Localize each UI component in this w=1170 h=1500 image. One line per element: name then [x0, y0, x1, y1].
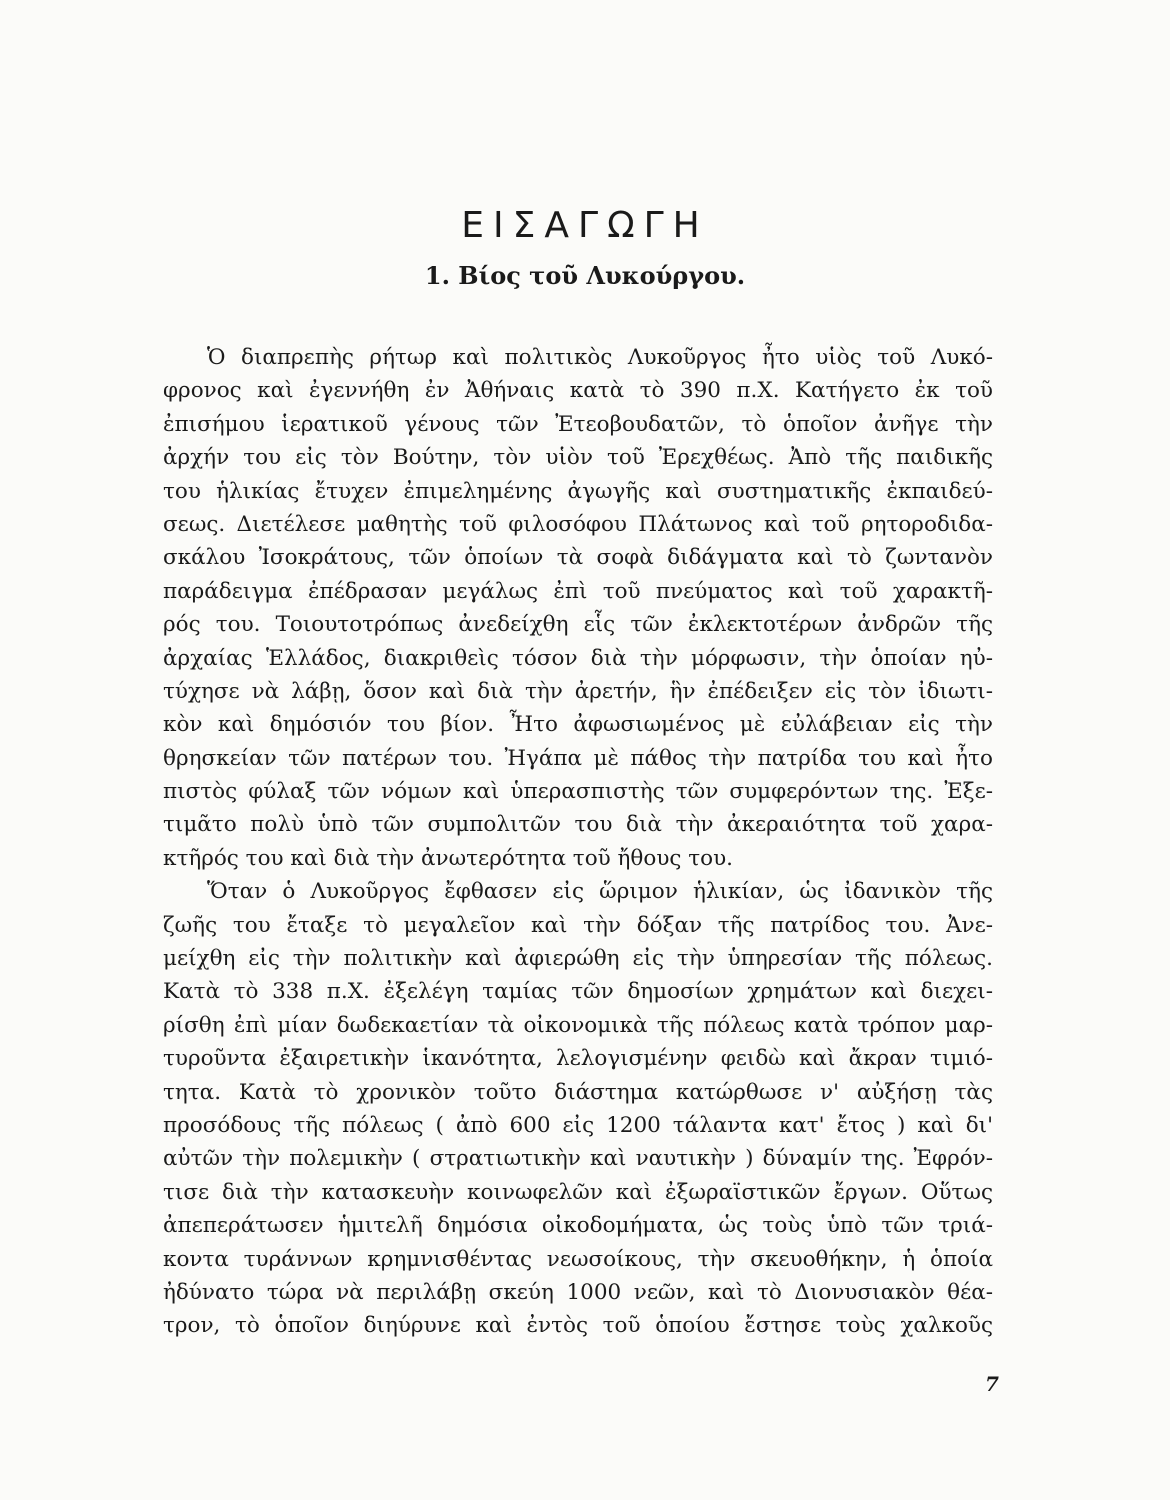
- text-line: ἠδύνατο τώρα νὰ περιλάβῃ σκεύη 1000 νεῶν, καὶ τὸ Διονυσιακὸν θέα-: [163, 1279, 993, 1305]
- text-line: προσόδους τῆς πόλεως ( ἀπὸ 600 εἰς 1200 τάλαντα κατ' ἔτος ) καὶ δι': [163, 1112, 993, 1138]
- text-line: ἀρχήν του εἰς τὸν Βούτην, τὸν υἱὸν τοῦ Ἐρεχθέως. Ἀπὸ τῆς παιδικῆς: [163, 445, 993, 471]
- page-number: 7: [985, 1372, 999, 1396]
- text-line: ἀρχαίας Ἑλλάδος, διακριθεὶς τόσον διὰ τὴν μόρφωσιν, τὴν ὁποίαν ηὐ-: [163, 645, 993, 671]
- text-line: σκάλου Ἰσοκράτους, τῶν ὁποίων τὰ σοφὰ διδάγματα καὶ τὸ ζωντανὸν: [163, 545, 993, 571]
- text-line: κὸν καὶ δημόσιόν του βίον. Ἦτο ἀφωσιωμένος μὲ εὐλάβειαν εἰς τὴν: [163, 712, 993, 738]
- text-line: ἀπεπεράτωσεν ἡμιτελῆ δημόσια οἰκοδομήματα, ὡς τοὺς ὑπὸ τῶν τριά-: [163, 1213, 993, 1239]
- text-line: μείχθη εἰς τὴν πολιτικὴν καὶ ἀφιερώθη εἰς τὴν ὑπηρεσίαν τῆς πόλεως.: [163, 946, 993, 972]
- text-line: αὐτῶν τὴν πολεμικὴν ( στρατιωτικὴν καὶ ναυτικὴν ) δύναμίν της. Ἐφρόν-: [163, 1146, 993, 1172]
- text-line: ρίσθη ἐπὶ μίαν δωδεκαετίαν τὰ οἰκονομικὰ τῆς πόλεως κατὰ τρόπον μαρ-: [163, 1012, 993, 1038]
- text-line: παράδειγμα ἐπέδρασαν μεγάλως ἐπὶ τοῦ πνεύματος καὶ τοῦ χαρακτῆ-: [163, 578, 993, 604]
- text-line: ρός του. Τοιουτοτρόπως ἀνεδείχθη εἷς τῶν ἐκλεκτοτέρων ἀνδρῶν τῆς: [163, 612, 993, 638]
- text-line: πιστὸς φύλαξ τῶν νόμων καὶ ὑπερασπιστὴς τῶν συμφερόντων της. Ἐξε-: [163, 779, 993, 805]
- body-text: [163, 341, 993, 1343]
- text-line: τύχησε νὰ λάβῃ, ὅσον καὶ διὰ τὴν ἀρετήν, ἣν ἐπέδειξεν εἰς τὸν ἰδιωτι-: [163, 678, 993, 704]
- text-line: τιμᾶτο πολὺ ὑπὸ τῶν συμπολιτῶν του διὰ τὴν ἀκεραιότητα τοῦ χαρα-: [163, 812, 993, 838]
- section-title: 1. Βίος τοῦ Λυκούργου.: [424, 261, 746, 290]
- text-line: τρον, τὸ ὁποῖον διηύρυνε καὶ ἐντὸς τοῦ ὁποίου ἔστησε τοὺς χαλκοῦς: [163, 1313, 993, 1339]
- text-line: του ἡλικίας ἔτυχεν ἐπιμελημένης ἀγωγῆς καὶ συστηματικῆς ἐκπαιδεύ-: [163, 478, 993, 504]
- text-line: θρησκείαν τῶν πατέρων του. Ἠγάπα μὲ πάθος τὴν πατρίδα του καὶ ἦτο: [163, 745, 993, 771]
- text-line: τυροῦντα ἐξαιρετικὴν ἱκανότητα, λελογισμένην φειδὼ καὶ ἄκραν τιμιό-: [163, 1046, 993, 1072]
- text-line: κοντα τυράννων κρημνισθέντας νεωσοίκους, τὴν σκευοθήκην, ἡ ὁποία: [163, 1246, 993, 1272]
- text-line: ἐπισήμου ἱερατικοῦ γένους τῶν Ἐτεοβουδατῶν, τὸ ὁποῖον ἀνῆγε τὴν: [163, 411, 993, 437]
- text-line: Κατὰ τὸ 338 π.Χ. ἐξελέγη ταμίας τῶν δημοσίων χρημάτων καὶ διεχει-: [163, 979, 993, 1005]
- chapter-title: ΕΙΣΑΓΩΓΗ: [461, 205, 709, 246]
- text-line: κτῆρός του καὶ διὰ τὴν ἀνωτερότητα τοῦ ἤθους του.: [163, 845, 734, 871]
- text-line: Ὅταν ὁ Λυκοῦργος ἔφθασεν εἰς ὥριμον ἡλικίαν, ὡς ἰδανικὸν τῆς: [207, 879, 993, 905]
- text-line: ζωῆς του ἔταξε τὸ μεγαλεῖον καὶ τὴν δόξαν τῆς πατρίδος του. Ἀνε-: [163, 912, 993, 938]
- paragraph-1: [163, 341, 993, 875]
- text-line: τισε διὰ τὴν κατασκευὴν κοινωφελῶν καὶ ἐξωραϊστικῶν ἔργων. Οὕτως: [163, 1179, 993, 1205]
- paragraph-2: [163, 875, 993, 1342]
- text-line: τητα. Κατὰ τὸ χρονικὸν τοῦτο διάστημα κατώρθωσε ν' αὐξήσῃ τὰς: [163, 1079, 993, 1105]
- text-line: φρονος καὶ ἐγεννήθη ἐν Ἀθήναις κατὰ τὸ 390 π.Χ. Κατήγετο ἐκ τοῦ: [163, 378, 993, 404]
- text-line: σεως. Διετέλεσε μαθητὴς τοῦ φιλοσόφου Πλάτωνος καὶ τοῦ ρητοροδιδα-: [163, 511, 993, 537]
- text-line: Ὁ διαπρεπὴς ρήτωρ καὶ πολιτικὸς Λυκοῦργος ἦτο υἱὸς τοῦ Λυκό-: [207, 345, 993, 370]
